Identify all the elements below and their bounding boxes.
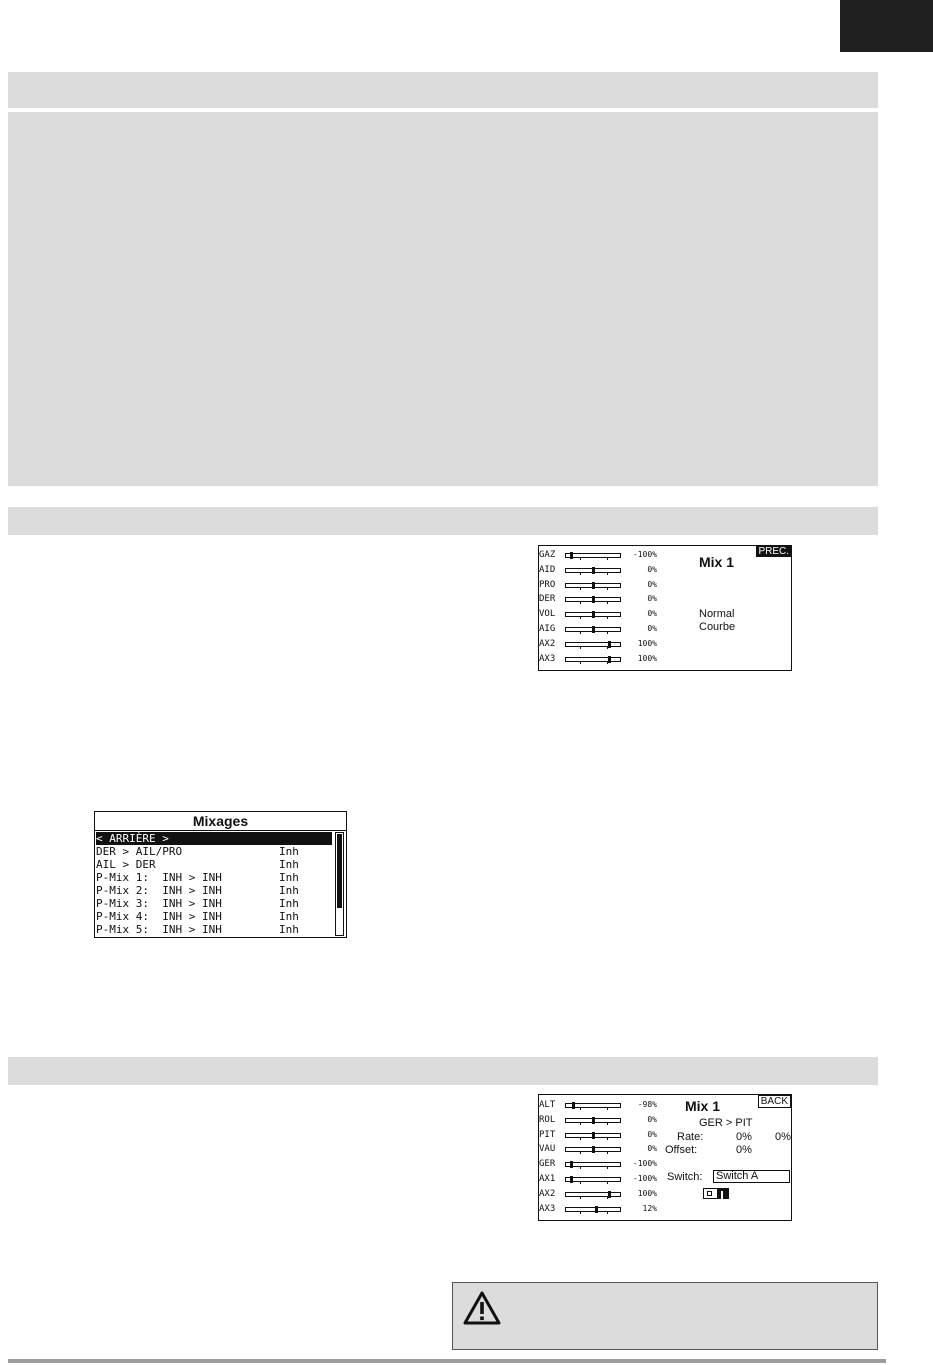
mix-line-1: Normal (699, 608, 735, 620)
channel-value: 0% (647, 1129, 657, 1139)
channel-label: ALT (539, 1100, 556, 1110)
mix-channels: GER > PIT (699, 1117, 753, 1129)
menu-item-label: DER > AIL/PRO (96, 845, 183, 858)
menu-item-label: P-Mix 1: INH > INH (96, 871, 222, 884)
channel-marker (592, 1146, 595, 1153)
channel-value: 0% (647, 624, 657, 633)
channel-monitor (539, 1099, 669, 1219)
screen-title: Mix 1 (699, 554, 735, 570)
channel-value: 100% (637, 638, 657, 648)
channel-row (539, 549, 669, 563)
menu-item-value: Inh (279, 910, 299, 923)
menu-item-label: P-Mix 5: INH > INH (96, 923, 222, 936)
menu-item-label: P-Mix 4: INH > INH (96, 910, 222, 923)
title-divider (95, 830, 346, 831)
channel-marker (592, 1117, 595, 1124)
switch-position-icon (703, 1188, 729, 1199)
channel-value: -100% (632, 550, 657, 559)
channel-label: AX1 (539, 1174, 556, 1184)
switch-pos-off (707, 1191, 712, 1196)
channel-bar (565, 642, 621, 647)
menu-item-label: P-Mix 3: INH > INH (96, 897, 222, 910)
scrollbar-thumb[interactable] (337, 834, 342, 908)
channel-row (539, 623, 669, 637)
rate-label: Rate: (677, 1131, 704, 1143)
channel-label: AX2 (539, 1188, 556, 1199)
channel-value: -100% (632, 1174, 657, 1183)
channel-value: 100% (637, 1188, 657, 1198)
channel-bar (565, 568, 621, 573)
menu-list (95, 832, 335, 938)
channel-marker (592, 596, 595, 603)
channel-row (539, 1099, 669, 1113)
channel-value: -98% (637, 1100, 657, 1109)
page-tab (840, 0, 933, 52)
prec-badge[interactable]: PREC. (758, 546, 789, 557)
menu-item-value: Inh (279, 871, 299, 884)
channel-value: -100% (632, 1159, 657, 1169)
mix-line-2: Courbe (699, 621, 736, 633)
channel-bar (565, 1207, 621, 1212)
channel-bar (565, 597, 621, 602)
footer-rule (8, 1359, 886, 1363)
menu-item-value: Inh (279, 897, 299, 910)
channel-row (539, 1188, 669, 1202)
channel-bar (565, 657, 621, 662)
channel-row (539, 638, 669, 652)
switch-label: Switch: (667, 1171, 703, 1183)
channel-bar (565, 1133, 621, 1138)
menu-item[interactable] (96, 923, 332, 936)
channel-bar (565, 1103, 621, 1108)
channel-marker (592, 567, 595, 574)
menu-item-label: P-Mix 2: INH > INH (96, 884, 222, 897)
channel-marker (592, 626, 595, 633)
channel-row (539, 564, 669, 578)
channel-label: GAZ (539, 550, 556, 560)
offset-value[interactable]: 0% (736, 1144, 752, 1156)
switch-lever (721, 1191, 723, 1199)
menu-item-value: Inh (279, 884, 299, 897)
section-header-band (8, 507, 878, 535)
channel-marker (592, 1132, 595, 1139)
info-box (8, 112, 878, 486)
menu-item[interactable] (96, 910, 332, 923)
channel-label: PIT (539, 1129, 556, 1140)
screen-title: Mix 1 (685, 1098, 721, 1114)
lcd-screen-mix1-switch (538, 1094, 792, 1221)
channel-bar (565, 1118, 621, 1123)
channel-label: ROL (539, 1114, 556, 1125)
channel-label: DER (539, 594, 556, 605)
switch-select[interactable]: Switch A (713, 1170, 790, 1183)
channel-label: AX2 (539, 638, 556, 649)
channel-label: VAU (539, 1144, 556, 1155)
channel-value: 0% (647, 1114, 657, 1124)
lcd-screen-mix1 (538, 545, 792, 671)
channel-monitor (539, 549, 669, 669)
channel-marker (570, 1161, 573, 1168)
screen-title: Mixages (192, 813, 249, 829)
menu-item[interactable] (96, 884, 332, 897)
channel-row (539, 1158, 669, 1172)
channel-row (539, 1114, 669, 1128)
menu-item[interactable] (96, 897, 332, 910)
channel-bar (565, 1162, 621, 1167)
menu-item-value: Inh (279, 923, 299, 936)
channel-row (539, 608, 669, 622)
menu-item[interactable] (96, 832, 332, 845)
channel-value: 100% (637, 653, 657, 663)
menu-item[interactable] (96, 858, 332, 871)
channel-marker (608, 1191, 611, 1198)
channel-row (539, 579, 669, 593)
channel-value: 0% (647, 579, 657, 589)
channel-row (539, 1203, 669, 1217)
channel-bar (565, 1192, 621, 1197)
channel-label: AX3 (539, 653, 556, 664)
channel-bar (565, 627, 621, 632)
channel-bar (565, 553, 621, 558)
section-header-band (8, 72, 878, 108)
channel-value: 0% (647, 594, 657, 604)
channel-row (539, 1173, 669, 1187)
menu-item-value: Inh (279, 858, 299, 871)
rate-value-1[interactable]: 0% (736, 1131, 752, 1143)
channel-label: VOL (539, 609, 556, 620)
menu-item-label: AIL > DER (96, 858, 156, 871)
channel-marker (595, 1206, 598, 1213)
warning-box (452, 1282, 878, 1350)
channel-row (539, 1143, 669, 1157)
back-button[interactable]: BACK (758, 1095, 791, 1108)
menu-item-value: Inh (279, 845, 299, 858)
channel-label: PRO (539, 579, 556, 590)
channel-bar (565, 1177, 621, 1182)
warning-triangle-icon (463, 1291, 501, 1325)
section-header-band (8, 1057, 878, 1085)
channel-marker (572, 1102, 575, 1109)
channel-row (539, 653, 669, 667)
channel-marker (608, 641, 611, 648)
channel-value: 0% (647, 1144, 657, 1154)
channel-marker (592, 582, 595, 589)
channel-bar (565, 583, 621, 588)
channel-marker (570, 552, 573, 559)
channel-value: 12% (642, 1203, 657, 1213)
menu-item-label: < ARRIÈRE > (96, 832, 169, 845)
channel-label: AIG (539, 624, 556, 634)
offset-label: Offset: (665, 1144, 698, 1156)
channel-row (539, 593, 669, 607)
channel-value: 0% (647, 609, 657, 619)
channel-marker (592, 611, 595, 618)
menu-item[interactable] (96, 871, 332, 884)
channel-label: GER (539, 1159, 556, 1170)
scrollbar[interactable] (335, 832, 344, 936)
rate-value-2[interactable]: 0% (775, 1131, 791, 1143)
channel-marker (570, 1176, 573, 1183)
channel-bar (565, 1147, 621, 1152)
channel-marker (608, 656, 611, 663)
channel-bar (565, 612, 621, 617)
channel-label: AX3 (539, 1203, 556, 1214)
channel-value: 0% (647, 564, 657, 574)
channel-row (539, 1129, 669, 1143)
lcd-screen-mixages (94, 811, 347, 938)
menu-item[interactable] (96, 845, 332, 858)
channel-label: AID (539, 564, 556, 575)
